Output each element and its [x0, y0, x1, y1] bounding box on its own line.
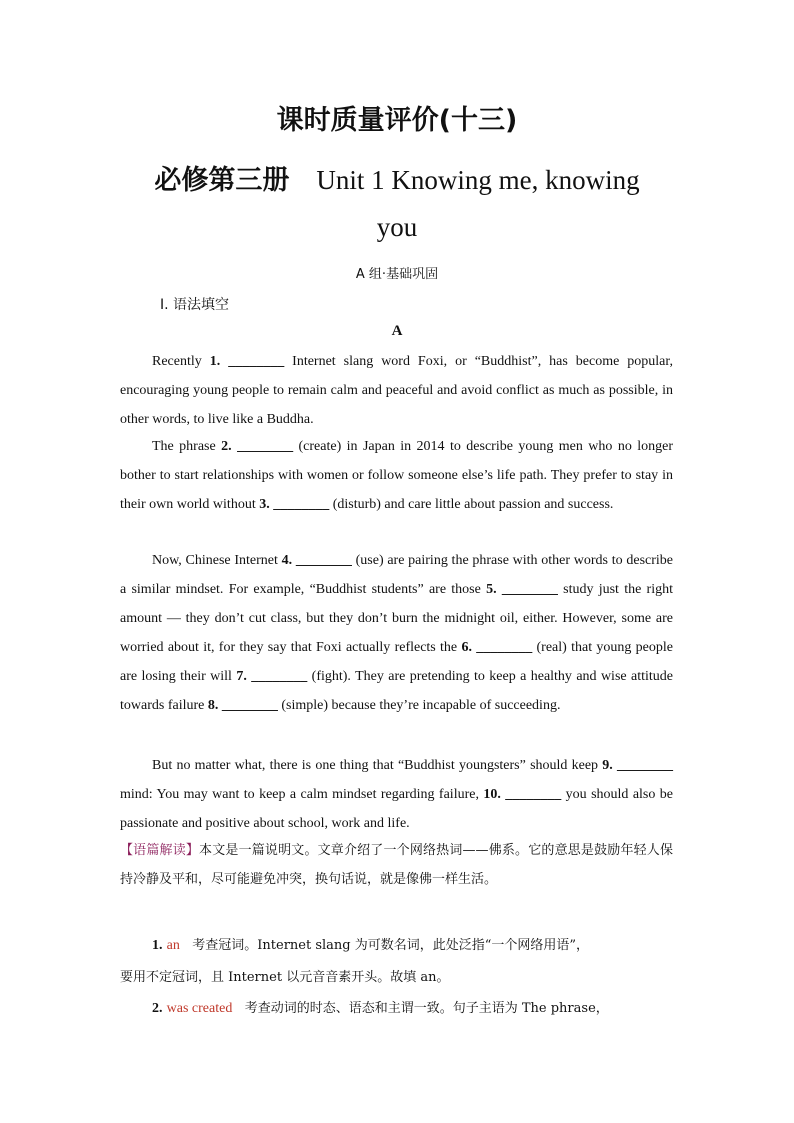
answer-1-continued: 要用不定冠词，且 Internet 以元音音素开头。故填 an。 [120, 970, 450, 985]
blank-5: 5. ________ [486, 582, 558, 597]
paragraph-2: The phrase 2. ________ (create) in Japan in 2014 to describe young men who no longer bother to start relationships with women or follow someone else’s life path. They prefer to stay in their own world without 3. ________ (disturb) and care little about passion and success. [120, 439, 674, 512]
paragraph-4: But no matter what, there is one thing that “Buddhist youngsters” should keep 9. ________ mind: You may want to keep a calm mindset regarding failure, 10. ________ you should also be passionate and positive about school, work and life. [120, 758, 674, 831]
blank-7: 7. ________ [236, 669, 308, 684]
answer-1: 1. an 考查冠词。Internet slang 为可数名词，此处泛指“一个网络用语”， [152, 938, 590, 953]
page-title: 课时质量评价(十三) [276, 105, 518, 136]
blank-2: 2. ________ [221, 439, 294, 454]
unit-title: Unit 1 Knowing me, knowing [316, 165, 640, 195]
section-heading: Ⅰ. 语法填空 [160, 297, 230, 313]
blank-1: 1. ________ [209, 354, 285, 369]
blank-9: 9. ________ [602, 758, 673, 773]
blank-8: 8. ________ [207, 698, 278, 713]
blank-3: 3. ________ [259, 497, 330, 512]
blank-4: 4. ________ [281, 553, 352, 568]
blank-10: 10. ________ [483, 787, 562, 802]
passage-analysis: 【语篇解读】本文是一篇说明文。文章介绍了一个网络热词——佛系。它的意思是鼓励年轻人保持冷静及平和，尽可能避免冲突，换句话说，就是像佛一样生活。 [120, 843, 673, 887]
answer-1-value: an [166, 938, 180, 953]
analysis-tag: 【语篇解读】 [120, 843, 200, 858]
paragraph-3: Now, Chinese Internet 4. ________ (use) are pairing the phrase with other words to describe a similar mindset. For example, “Buddhist students” are those 5. ________ study just the right amount — they don’t cut class, but they don’t burn the midnight oil, either. However, some are worried about it, for they say that Foxi actually reflects the 6. ________ (real) that young people are losing their will 7. ________ (fight). They are pretending to keep a healthy and wise attitude towards failure 8. ________ (simple) because they’re incapable of succeeding. [120, 553, 674, 713]
unit-title-continued: you [376, 212, 418, 242]
paragraph-1: Recently 1. ________ Internet slang word Foxi, or “Buddhist”, has become popular, encouraging young people to remain calm and peaceful and avoid conflict as much as possible, in other words, to live like a Buddha. [120, 354, 673, 427]
page-subtitle [0, 158, 794, 197]
answer-2: 2. was created 考查动词的时态、语态和主谓一致。句子主语为 The phrase， [152, 1001, 609, 1016]
blank-6: 6. ________ [461, 640, 533, 655]
answer-2-value: was created [166, 1001, 233, 1016]
passage-label: A [391, 323, 403, 339]
book-name: 必修第三册 [154, 165, 290, 195]
group-label: A 组·基础巩固 [355, 267, 439, 282]
